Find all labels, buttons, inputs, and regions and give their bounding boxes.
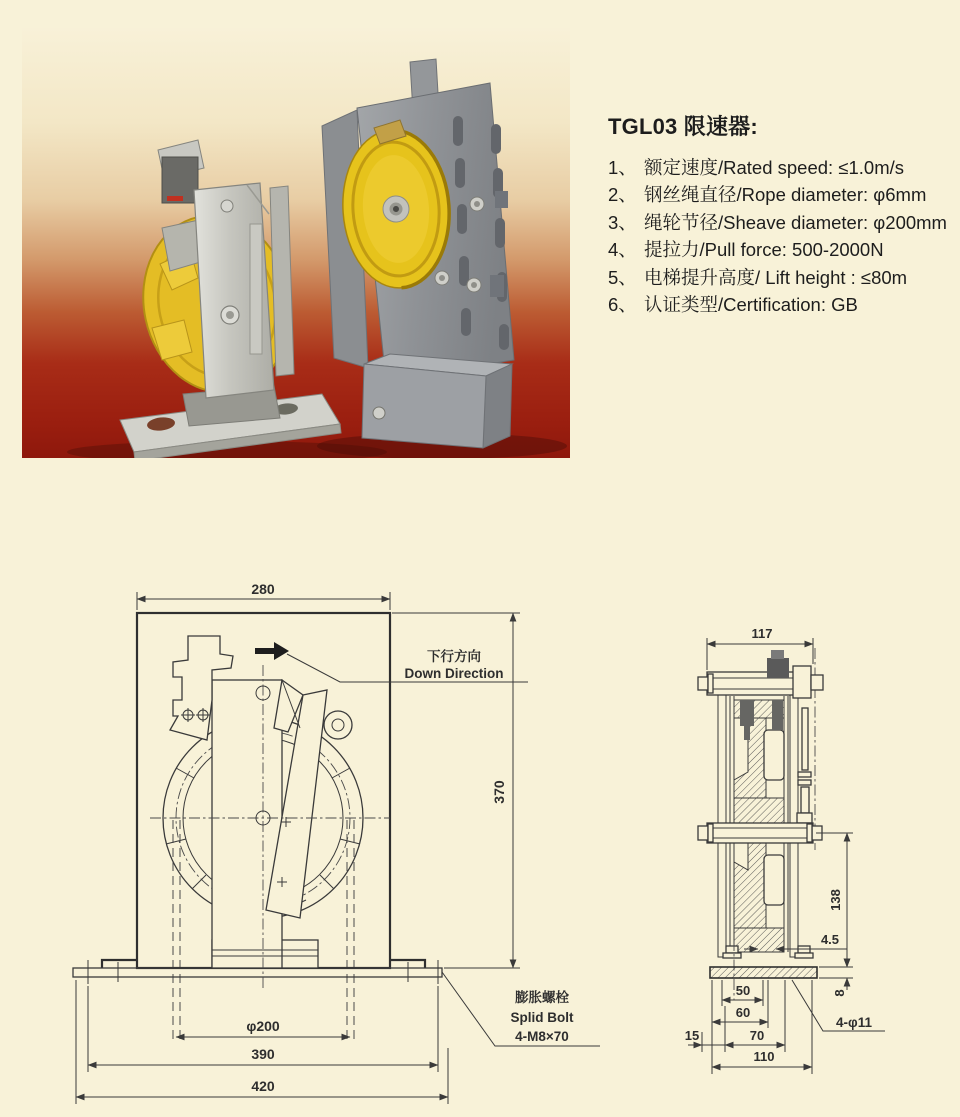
spec-item-pull-force <box>608 236 953 263</box>
spec-item-text: 认证类型/Certification: GB <box>644 294 858 316</box>
spec-item-text: 额定速度/Rated speed: ≤1.0m/s <box>644 157 905 178</box>
spec-item-text: 提拉力/Pull force: 500-2000N <box>644 239 884 261</box>
dim-138: 138 <box>828 889 843 911</box>
spec-item-number: 3、 <box>608 211 637 233</box>
expansion-bolt-label-en: Splid Bolt <box>510 1010 574 1025</box>
dim-depth-117: 117 <box>751 626 773 641</box>
spec-item-rope-diameter <box>608 181 953 208</box>
spec-item-number: 1、 <box>608 157 637 178</box>
spec-item-number: 5、 <box>608 266 637 288</box>
spec-item-text: 钢丝绳直径/Rope diameter: φ6mm <box>644 184 927 206</box>
front-view-drawing <box>60 570 630 1117</box>
down-direction-label-cn: 下行方向 <box>427 649 481 664</box>
dim-height-370: 370 <box>491 780 507 804</box>
axle-section <box>707 823 813 843</box>
down-direction-arrow-icon <box>255 642 289 660</box>
spec-item-rated-speed <box>608 154 953 181</box>
expansion-bolt-label-cn: 膨胀螺栓 <box>515 990 569 1005</box>
expansion-bolt-spec: 4-M8×70 <box>515 1029 569 1044</box>
governor-body <box>212 680 282 968</box>
dim-110: 110 <box>753 1049 775 1064</box>
dim-base-420: 420 <box>251 1078 275 1094</box>
dim-sheave-200: φ200 <box>246 1018 280 1034</box>
spec-item-text: 绳轮节径/Sheave diameter: φ200mm <box>644 211 947 233</box>
spec-item-number: 4、 <box>608 239 637 261</box>
dim-base-390: 390 <box>251 1046 275 1062</box>
spec-item-lift-height <box>608 264 953 291</box>
dim-gap-4-5: 4.5 <box>820 932 840 947</box>
spec-item-sheave-diameter <box>608 209 953 236</box>
spec-item-certification <box>608 291 953 318</box>
product-photo <box>22 28 570 458</box>
dim-60: 60 <box>735 1005 751 1020</box>
mounting-base <box>73 968 442 977</box>
spec-item-text: 电梯提升高度/ Lift height : ≤80m <box>644 266 908 288</box>
dim-70: 70 <box>749 1028 765 1043</box>
anchor-holes-label: 4-φ11 <box>836 1015 872 1030</box>
dim-50: 50 <box>735 983 751 998</box>
spec-item-number: 6、 <box>608 294 637 316</box>
spec-item-number: 2、 <box>608 184 637 206</box>
rope-clamp-section <box>767 658 789 678</box>
product-title: TGL03 限速器: <box>608 114 758 139</box>
dim-thickness-8: 8 <box>832 989 847 997</box>
dim-width-280: 280 <box>251 581 275 597</box>
side-view-drawing <box>650 600 960 1117</box>
spec-panel <box>608 110 953 318</box>
dim-15: 15 <box>684 1028 700 1043</box>
product-photo-image <box>22 28 570 458</box>
down-direction-label-en: Down Direction <box>404 666 504 681</box>
base-plate-section <box>710 967 817 978</box>
